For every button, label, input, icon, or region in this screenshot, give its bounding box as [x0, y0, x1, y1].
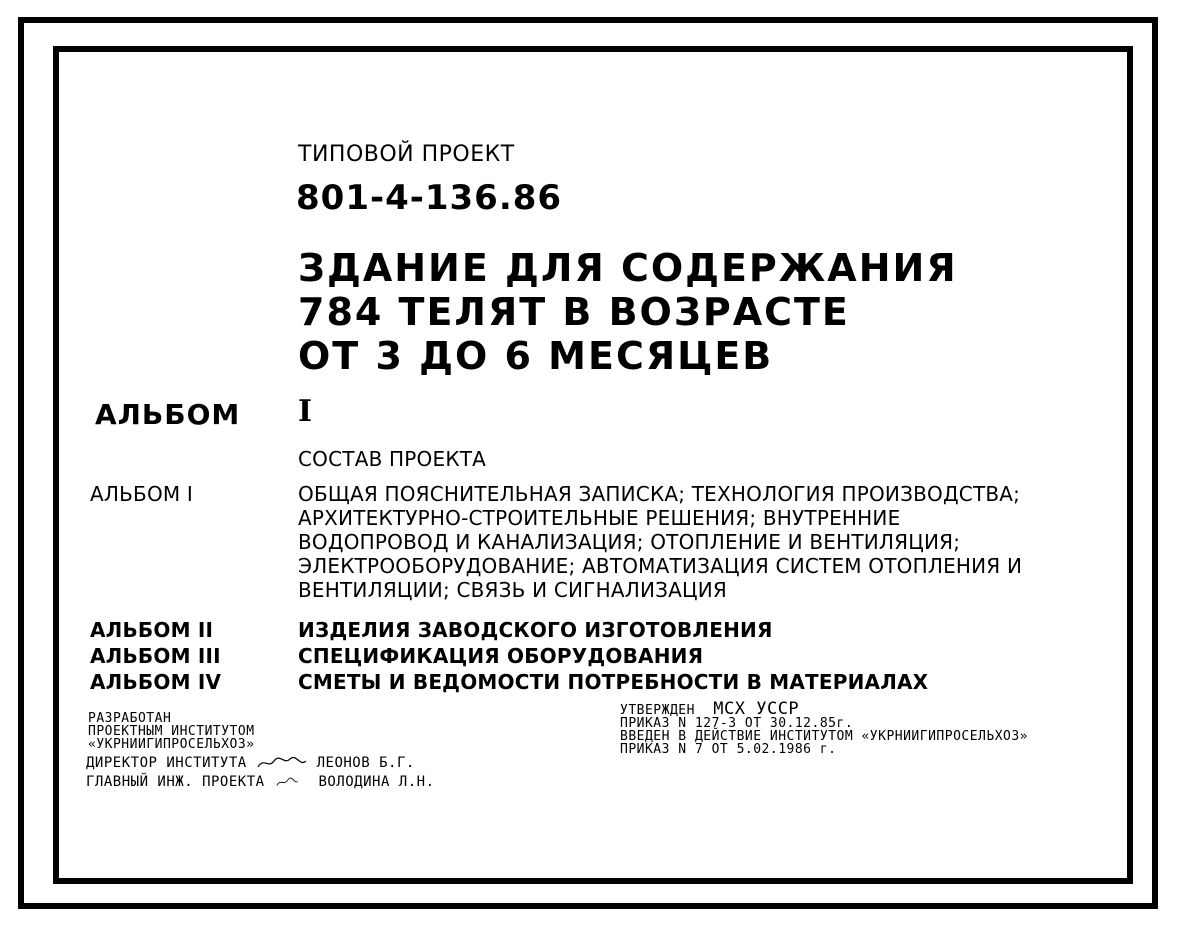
director-row	[86, 755, 415, 771]
order-2: ПРИКАЗ N 7 ОТ 5.02.1986 г.	[620, 742, 837, 757]
title-line-3: ОТ 3 ДО 6 МЕСЯЦЕВ	[298, 334, 774, 378]
album-1-label: АЛЬБОМ I	[90, 482, 194, 506]
chief-signature-icon	[274, 774, 310, 790]
project-number: 801-4-136.86	[296, 178, 563, 218]
album-1-line: ВЕНТИЛЯЦИИ; СВЯЗЬ И СИГНАЛИЗАЦИЯ	[298, 578, 727, 602]
title-line-2: 784 ТЕЛЯТ В ВОЗРАСТЕ	[298, 290, 850, 334]
album-1-line: ВОДОПРОВОД И КАНАЛИЗАЦИЯ; ОТОПЛЕНИЕ И ВЕНТИЛЯЦИЯ;	[298, 530, 961, 554]
order-1: ПРИКАЗ N 127-3 ОТ 30.12.85г.	[620, 716, 854, 731]
album-1-line: АРХИТЕКТУРНО-СТРОИТЕЛЬНЫЕ РЕШЕНИЯ; ВНУТРЕННИЕ	[298, 506, 901, 530]
album-number: I	[298, 394, 313, 429]
director-signature-icon	[256, 755, 308, 771]
album-4-label: АЛЬБОМ IV	[90, 670, 222, 694]
album-4-contents: СМЕТЫ И ВЕДОМОСТИ ПОТРЕБНОСТИ В МАТЕРИАЛАХ	[298, 670, 929, 694]
album-2-contents: ИЗДЕЛИЯ ЗАВОДСКОГО ИЗГОТОВЛЕНИЯ	[298, 618, 773, 642]
album-1-line: ОБЩАЯ ПОЯСНИТЕЛЬНАЯ ЗАПИСКА; ТЕХНОЛОГИЯ ПРОИЗВОДСТВА;	[298, 482, 1021, 506]
developer-line-3: «УКРНИИГИПРОСЕЛЬХОЗ»	[88, 737, 255, 752]
developer-line-1: РАЗРАБОТАН	[88, 711, 172, 726]
approved-by: МСХ УССР	[713, 699, 800, 719]
title-line-1: ЗДАНИЕ ДЛЯ СОДЕРЖАНИЯ	[298, 246, 958, 290]
developer-block	[88, 712, 255, 751]
album-1-line: ЭЛЕКТРООБОРУДОВАНИЕ; АВТОМАТИЗАЦИЯ СИСТЕМ ОТОПЛЕНИЯ И	[298, 554, 1023, 578]
director-name: ЛЕОНОВ Б.Г.	[316, 755, 415, 771]
composition-heading: СОСТАВ ПРОЕКТА	[298, 447, 487, 471]
chief-row	[86, 774, 435, 790]
album-1-contents	[298, 482, 1128, 602]
developer-line-2: ПРОЕКТНЫМ ИНСТИТУТОМ	[88, 724, 255, 739]
chief-name: ВОЛОДИНА Л.Н.	[318, 774, 435, 790]
approved-label: УТВЕРЖДЕН	[620, 703, 695, 718]
introduced-by: ВВЕДЕН В ДЕЙСТВИЕ ИНСТИТУТОМ «УКРНИИГИПРОСЕЛЬХОЗ»	[620, 729, 1029, 744]
album-2-label: АЛЬБОМ II	[90, 618, 214, 642]
chief-label: ГЛАВНЫЙ ИНЖ. ПРОЕКТА	[86, 774, 265, 790]
director-label: ДИРЕКТОР ИНСТИТУТА	[86, 755, 247, 771]
approval-block	[620, 699, 1029, 757]
album-label: АЛЬБОМ	[95, 398, 241, 431]
album-3-contents: СПЕЦИФИКАЦИЯ ОБОРУДОВАНИЯ	[298, 644, 704, 668]
album-3-label: АЛЬБОМ III	[90, 644, 221, 668]
project-label: ТИПОВОЙ ПРОЕКТ	[298, 142, 515, 167]
